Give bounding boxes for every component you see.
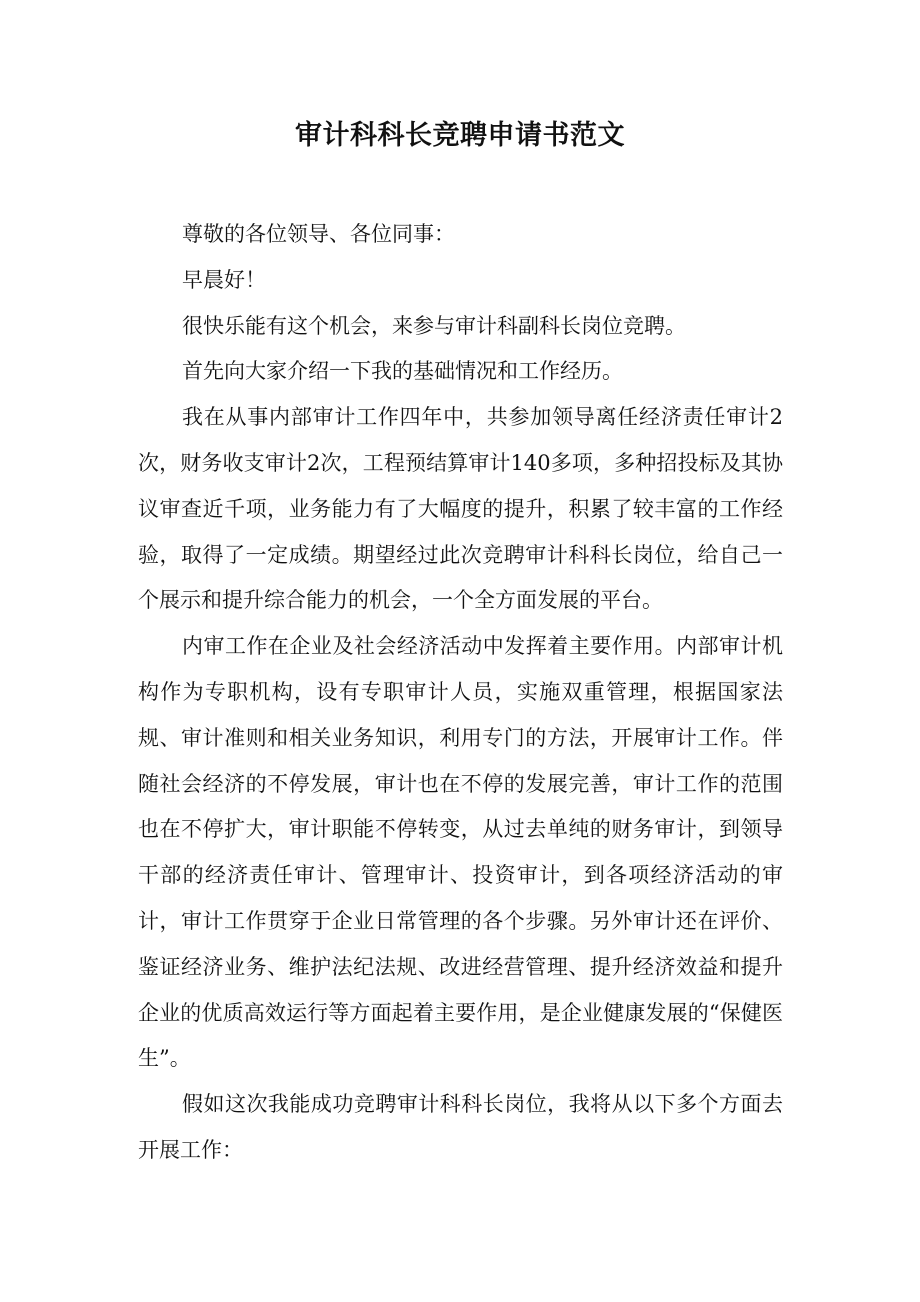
paragraph-greeting: 早晨好！ bbox=[182, 267, 266, 292]
document-title: 审计科科长竞聘申请书范文 bbox=[295, 120, 625, 151]
paragraph-salutation: 尊敬的各位领导、各位同事： bbox=[182, 222, 455, 246]
document-body bbox=[138, 212, 783, 1174]
paragraph-audit-role: 内审工作在企业及社会经济活动中发挥着主要作用。内部审计机构作为专职机构，设有专职审计人员，实施双重管理，根据国家法规、审计准则和相关业务知识，利用专门的方法，开展审计工作。伴随社会经济的不停发展，审计也在不停的发展完善，审计工作的范围也在不停扩大，审计职能不停转变，从过去单纯的财务审计，到领导干部的经济责任审计、管理审计、投资审计，到各项经济活动的审计，审计工作贯穿于企业日常管理的各个步骤。另外审计还在评价、鉴证经济业务、维护法纪法规、改进经营管理、提升经济效益和提升企业的优质高效运行等方面起着主要作用，是企业健康发展的“保健医生”。 bbox=[138, 634, 783, 1071]
paragraph-experience: 我在从事内部审计工作四年中，共参加领导离任经济责任审计2次，财务收支审计2次，工程预结算审计140多项，多种招投标及其协议审查近千项，业务能力有了大幅度的提升，积累了较丰富的工作经验，取得了一定成绩。期望经过此次竞聘审计科科长岗位，给自己一个展示和提升综合能力的机会，一个全方面发展的平台。 bbox=[138, 405, 783, 613]
paragraph-plan: 假如这次我能成功竞聘审计科科长岗位，我将从以下多个方面去开展工作： bbox=[138, 1092, 783, 1162]
paragraph-opening: 很快乐能有这个机会，来参与审计科副科长岗位竞聘。 bbox=[182, 313, 686, 338]
paragraph-introduction: 首先向大家介绍一下我的基础情况和工作经历。 bbox=[182, 359, 623, 384]
